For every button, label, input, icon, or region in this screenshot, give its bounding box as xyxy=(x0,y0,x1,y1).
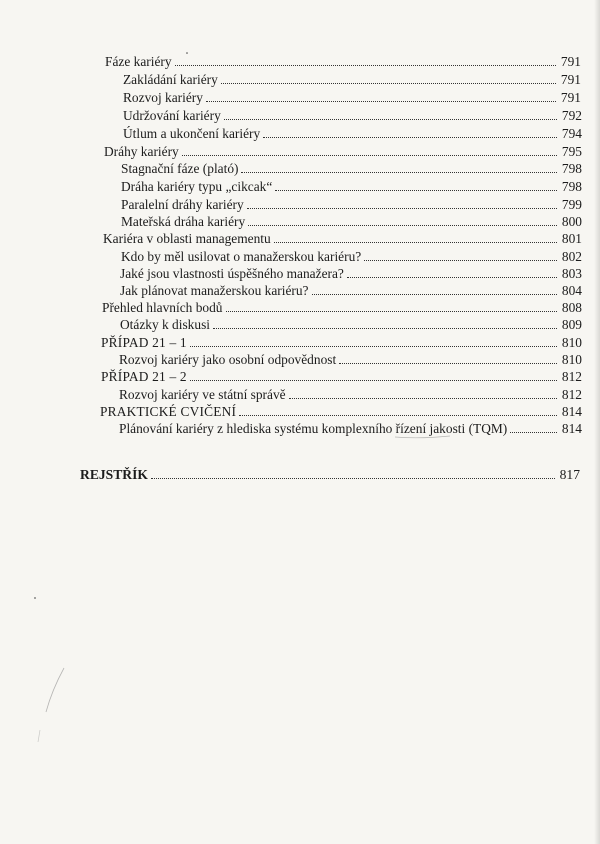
toc-entry-title: Rozvoj kariéry jako osobní odpovědnost xyxy=(119,352,337,367)
toc-entry-page: 812 xyxy=(561,387,582,402)
toc-entry-page: 791 xyxy=(560,90,581,105)
toc-entry-page: 803 xyxy=(561,266,582,281)
toc-entry-title: Udržování kariéry xyxy=(123,108,221,123)
toc-entry-title: Stagnační fáze (plató) xyxy=(121,161,239,176)
toc-entry-title: Rozvoj kariéry xyxy=(123,90,203,105)
toc-entry-title: Paralelní dráhy kariéry xyxy=(121,197,244,212)
toc-entry-title: PŘÍPAD 21 – 1 xyxy=(101,335,187,350)
toc-entry-title: Kdo by měl usilovat o manažerskou kariéru? xyxy=(121,249,362,264)
toc-entry-page: 814 xyxy=(561,404,582,419)
toc-entry-page: 791 xyxy=(560,54,581,69)
toc-entry-title: Rozvoj kariéry ve státní správě xyxy=(119,387,286,402)
scan-speck xyxy=(34,597,36,599)
toc-entry-title: Jaké jsou vlastnosti úspěšného manažera? xyxy=(120,266,344,281)
toc-entry-page: 794 xyxy=(561,126,582,141)
scan-scratch xyxy=(38,730,40,742)
scan-scratch xyxy=(395,436,450,438)
toc-entry-title: Dráhy kariéry xyxy=(104,144,179,159)
toc-entry-page: 800 xyxy=(561,214,582,229)
toc-entry-title: Útlum a ukončení kariéry xyxy=(123,126,261,141)
toc-entry-page: 814 xyxy=(561,421,582,436)
toc-entry-page: 798 xyxy=(561,161,582,176)
toc-entry-title: REJSTŘÍK xyxy=(80,467,148,482)
toc-entry-page: 804 xyxy=(561,283,582,298)
toc-entry-title: Zakládání kariéry xyxy=(123,72,218,87)
toc-entry-title: Fáze kariéry xyxy=(105,54,172,69)
toc-entry-page: 808 xyxy=(561,300,582,315)
toc-entry-page: 799 xyxy=(561,197,582,212)
toc-entry-title: Jak plánovat manažerskou kariéru? xyxy=(120,283,309,298)
toc-entry-title: Otázky k diskusi xyxy=(120,317,211,332)
toc-entry-title: Plánování kariéry z hlediska systému komplexního řízení jakosti (TQM) xyxy=(119,421,508,436)
toc-entry-page: 810 xyxy=(561,352,582,367)
toc-entry-page: 802 xyxy=(561,249,582,264)
toc-entry-title: Kariéra v oblasti managementu xyxy=(103,231,271,246)
scan-scratch xyxy=(46,668,64,712)
toc-entry-page: 810 xyxy=(561,335,582,350)
toc-entry-page: 791 xyxy=(560,72,581,87)
toc-entry-page: 798 xyxy=(561,179,582,194)
toc-entry-page: 801 xyxy=(561,231,582,246)
scan-speck xyxy=(186,52,188,54)
toc-entry-page: 817 xyxy=(559,467,580,482)
toc-entry-title: Přehled hlavních bodů xyxy=(102,300,223,315)
toc-entry-title: PRAKTICKÉ CVIČENÍ xyxy=(100,404,237,419)
toc-entry-page: 792 xyxy=(561,108,582,123)
toc-entry-title: PŘÍPAD 21 – 2 xyxy=(101,369,187,384)
toc-entry-page: 809 xyxy=(561,317,582,332)
toc-entry-title: Mateřská dráha kariéry xyxy=(121,214,246,229)
toc-entry-page: 795 xyxy=(561,144,582,159)
toc-entry-page: 812 xyxy=(561,369,582,384)
toc-entry-title: Dráha kariéry typu „cikcak“ xyxy=(121,179,273,194)
